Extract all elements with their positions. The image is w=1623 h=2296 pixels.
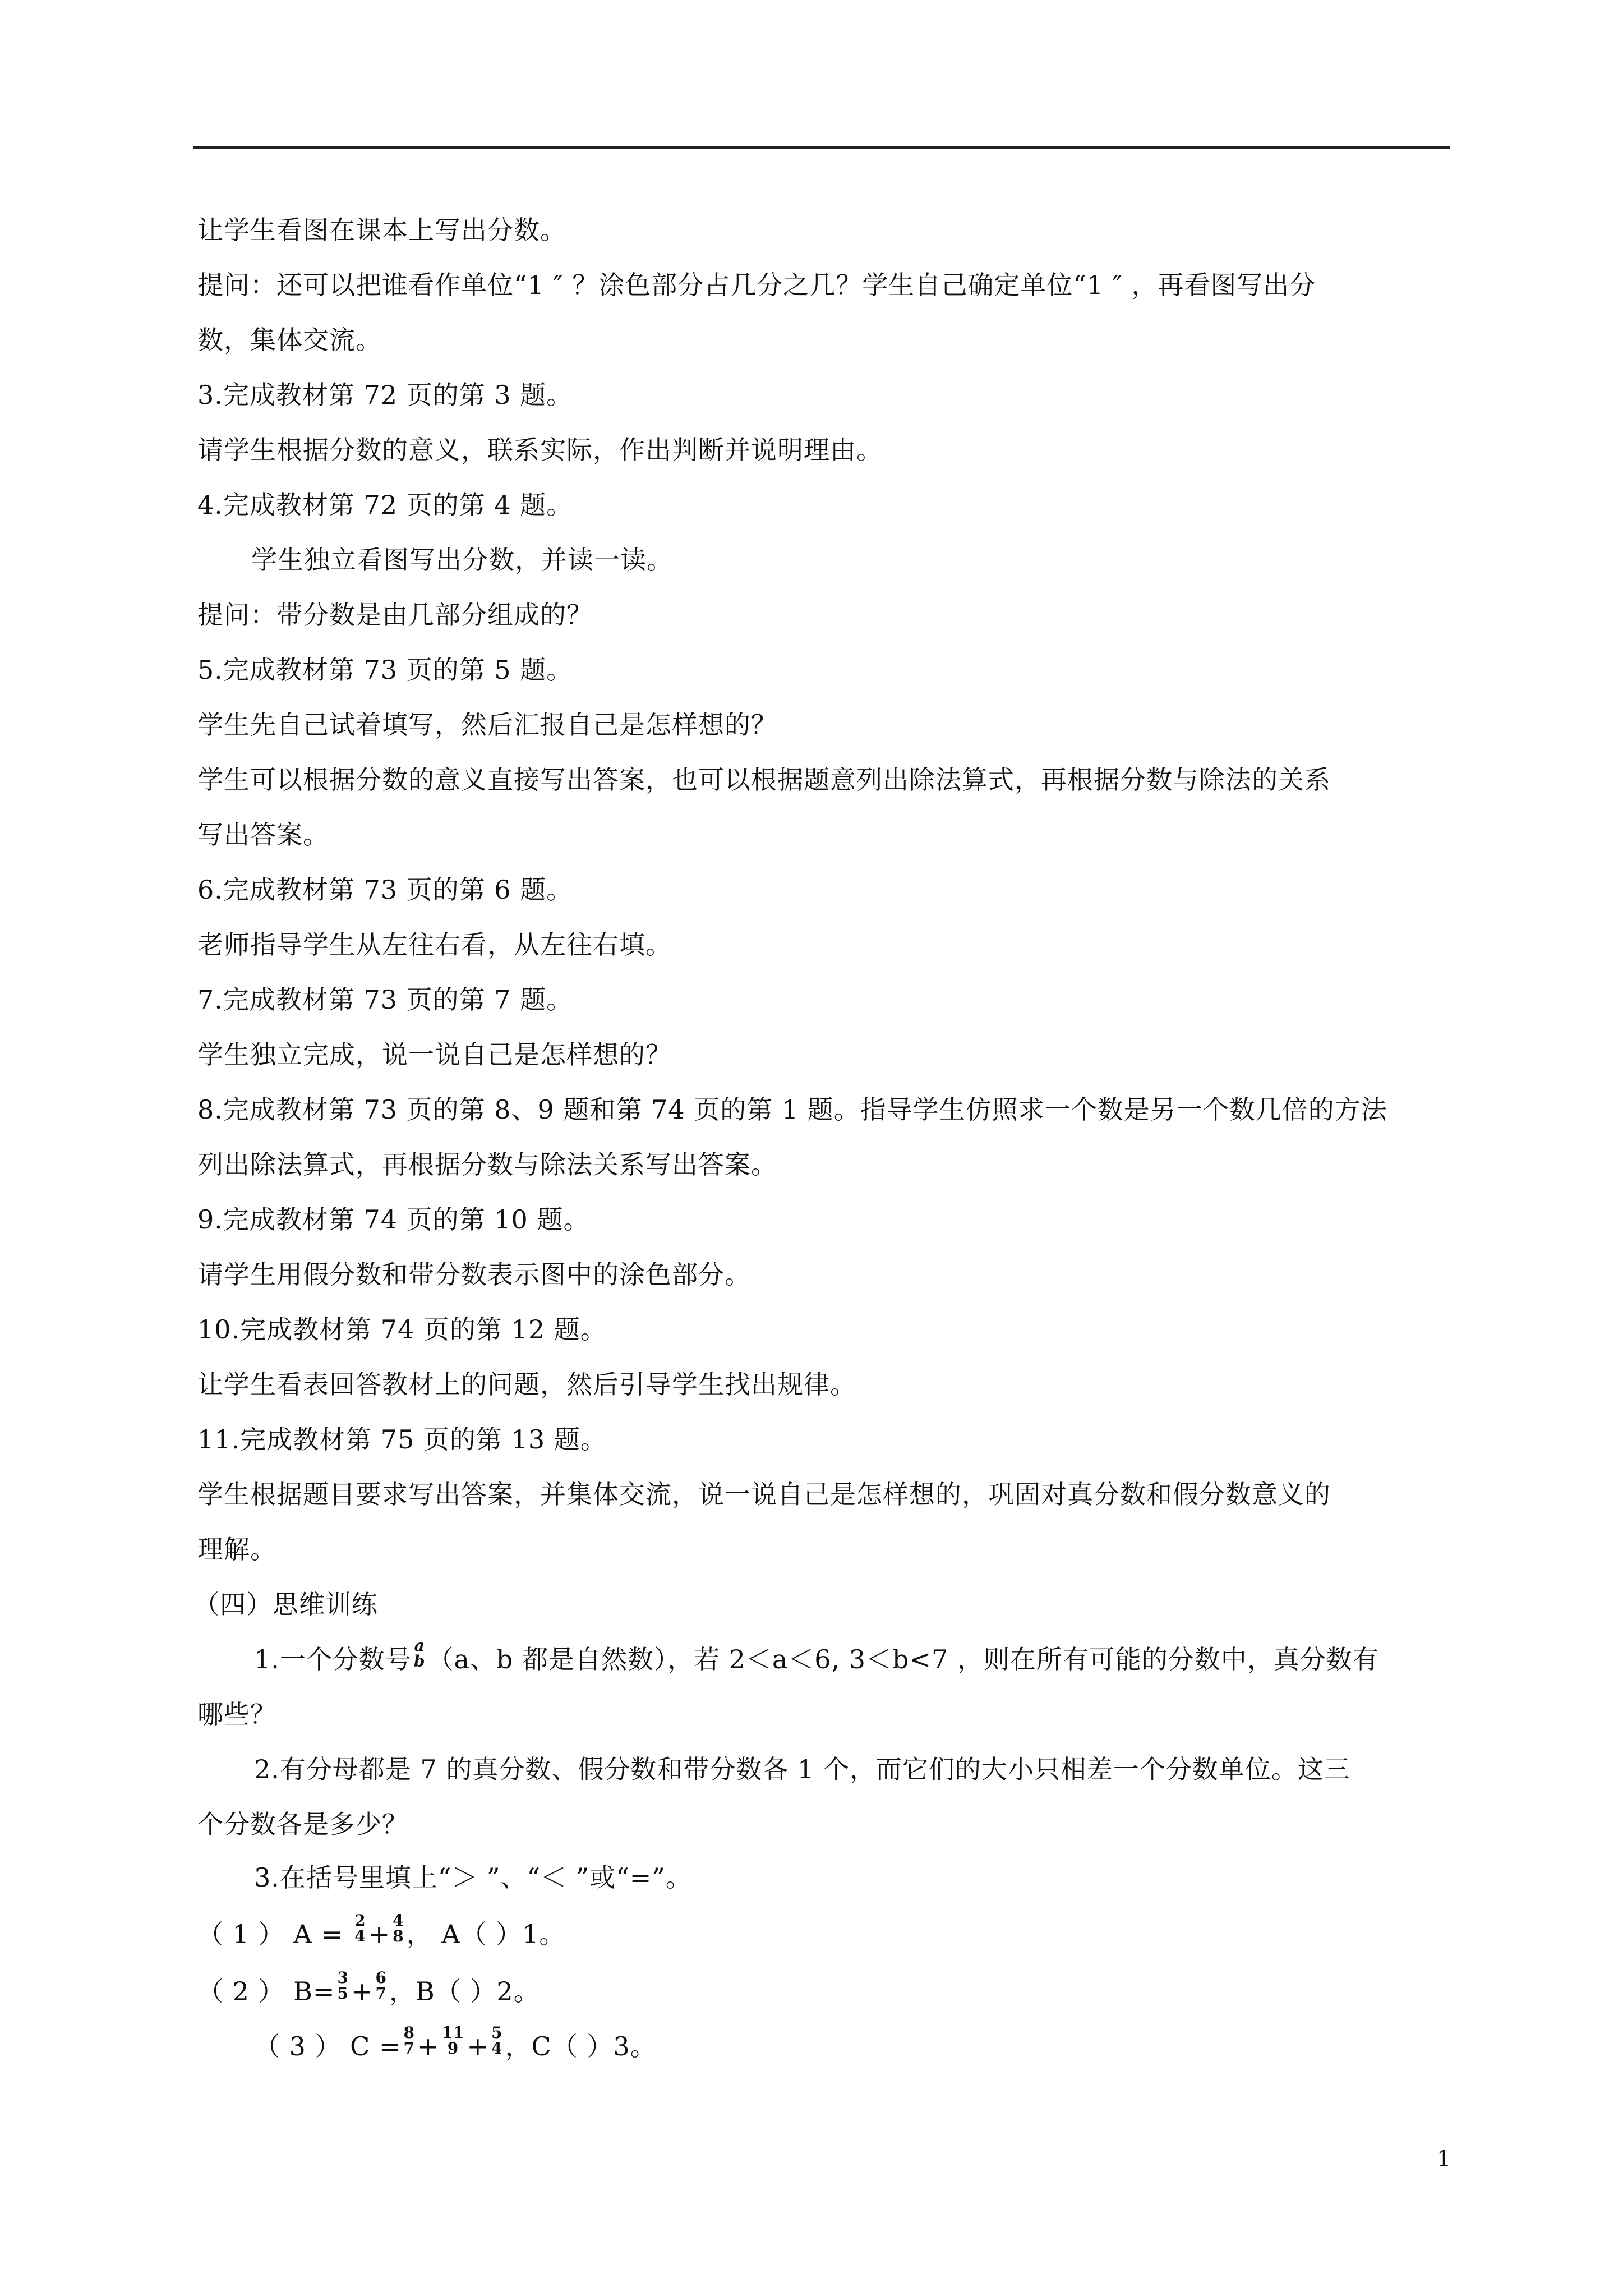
fraction-numerator: 8 bbox=[403, 2023, 415, 2042]
text-line: 让学生看表回答教材上的问题，然后引导学生找出规律。 bbox=[197, 1369, 856, 1400]
question-3-part-b bbox=[197, 1968, 540, 2009]
text-line: 5.完成教材第 73 页的第 5 题。 bbox=[197, 655, 573, 685]
text-line: 3.完成教材第 72 页的第 3 题。 bbox=[197, 380, 573, 410]
fraction-denominator: 4 bbox=[354, 1927, 366, 1945]
fraction-numerator: a bbox=[414, 1636, 425, 1655]
text-line: 提问：带分数是由几部分组成的？ bbox=[197, 600, 593, 630]
part-c-prefix: （ 3 ） C = bbox=[254, 2031, 402, 2062]
fraction-numerator: 3 bbox=[337, 1968, 349, 1987]
page-number: 1 bbox=[1437, 2146, 1451, 2172]
text-line: 理解。 bbox=[197, 1534, 276, 1565]
fraction bbox=[376, 1970, 387, 2001]
fraction bbox=[393, 1913, 404, 1944]
fraction-numerator: 6 bbox=[375, 1968, 387, 1987]
fraction-denominator: 4 bbox=[491, 2039, 503, 2058]
part-c-suffix: ，C（ ）3。 bbox=[505, 2031, 657, 2062]
text-line: 4.完成教材第 72 页的第 4 题。 bbox=[197, 490, 573, 520]
plus-sign: + bbox=[467, 2031, 490, 2062]
question-1-cont: 哪些？ bbox=[197, 1699, 276, 1729]
part-a-suffix: ， A（ ）1。 bbox=[406, 1919, 566, 1949]
fraction bbox=[442, 2025, 465, 2056]
text-line: 列出除法算式，再根据分数与除法关系写出答案。 bbox=[197, 1149, 777, 1180]
text-line: 学生可以根据分数的意义直接写出答案，也可以根据题意列出除法算式，再根据分数与除法的关系 bbox=[197, 765, 1331, 795]
q1-text-after: （a、b 都是自然数），若 2＜a＜6, 3＜b<7 ，则在所有可能的分数中，真分数有 bbox=[427, 1644, 1379, 1674]
text-line: 数，集体交流。 bbox=[197, 325, 382, 355]
question-3-title: 3.在括号里填上“＞ ”、“＜ ”或“=”。 bbox=[254, 1862, 692, 1893]
fraction bbox=[404, 2025, 415, 2056]
text-line: 11.完成教材第 75 页的第 13 题。 bbox=[197, 1424, 607, 1455]
fraction-numerator: 11 bbox=[441, 2023, 465, 2042]
text-line: 请学生用假分数和带分数表示图中的涂色部分。 bbox=[197, 1259, 751, 1290]
fraction-denominator: b bbox=[413, 1652, 426, 1671]
text-line: 老师指导学生从左往右看，从左往右填。 bbox=[197, 930, 672, 960]
plus-sign: + bbox=[351, 1976, 374, 2007]
fraction-numerator: 5 bbox=[491, 2023, 503, 2042]
fraction-denominator: 5 bbox=[337, 1984, 349, 2003]
fraction-denominator: 9 bbox=[447, 2039, 459, 2058]
fraction-denominator: 7 bbox=[403, 2039, 415, 2058]
fraction-numerator: 2 bbox=[354, 1911, 366, 1930]
question-2-cont: 个分数各是多少？ bbox=[197, 1809, 408, 1839]
part-a-prefix: （ 1 ） A = bbox=[197, 1919, 353, 1949]
fraction bbox=[491, 2025, 502, 2056]
text-line: 学生独立完成，说一说自己是怎样想的？ bbox=[197, 1039, 672, 1070]
text-line: 7.完成教材第 73 页的第 7 题。 bbox=[197, 984, 573, 1015]
text-line: 9.完成教材第 74 页的第 10 题。 bbox=[197, 1204, 590, 1235]
question-2: 2.有分母都是 7 的真分数、假分数和带分数各 1 个，而它们的大小只相差一个分数单位。这三 bbox=[254, 1754, 1350, 1784]
question-1 bbox=[254, 1636, 1379, 1677]
fraction-numerator: 4 bbox=[393, 1911, 404, 1930]
part-b-suffix: ，B（ ）2。 bbox=[389, 1976, 540, 2007]
text-line: 提问：还可以把谁看作单位“1 ″ ？涂色部分占几分之几？学生自己确定单位“1 ″ ，再看图写出分 bbox=[197, 270, 1316, 300]
fraction bbox=[354, 1913, 366, 1944]
text-line: 写出答案。 bbox=[197, 820, 329, 850]
text-line: 学生独立看图写出分数，并读一读。 bbox=[251, 545, 673, 575]
fraction-denominator: 8 bbox=[393, 1927, 404, 1945]
fraction-a-over-b bbox=[414, 1638, 426, 1669]
header-rule bbox=[193, 146, 1450, 149]
text-line: 学生先自己试着填写，然后汇报自己是怎样想的？ bbox=[197, 710, 777, 740]
q1-text-before: 1.一个分数号 bbox=[254, 1644, 412, 1674]
question-3-part-a bbox=[197, 1911, 566, 1952]
question-3-part-c bbox=[254, 2023, 657, 2064]
text-line: 学生根据题目要求写出答案，并集体交流，说一说自己是怎样想的，巩固对真分数和假分数意义的 bbox=[197, 1479, 1331, 1510]
text-line: 10.完成教材第 74 页的第 12 题。 bbox=[197, 1314, 607, 1345]
plus-sign: + bbox=[368, 1919, 391, 1949]
fraction-denominator: 7 bbox=[375, 1984, 387, 2003]
text-line: 6.完成教材第 73 页的第 6 题。 bbox=[197, 875, 573, 905]
section-heading: （四）思维训练 bbox=[193, 1589, 378, 1619]
part-b-prefix: （ 2 ） B= bbox=[197, 1976, 335, 2007]
plus-sign: + bbox=[417, 2031, 440, 2062]
text-line: 让学生看图在课本上写出分数。 bbox=[197, 215, 566, 245]
text-line: 8.完成教材第 73 页的第 8、9 题和第 74 页的第 1 题。指导学生仿照求一个数是另一个数几倍的方法 bbox=[197, 1094, 1387, 1125]
text-line: 请学生根据分数的意义，联系实际，作出判断并说明理由。 bbox=[197, 435, 883, 465]
fraction bbox=[337, 1970, 348, 2001]
